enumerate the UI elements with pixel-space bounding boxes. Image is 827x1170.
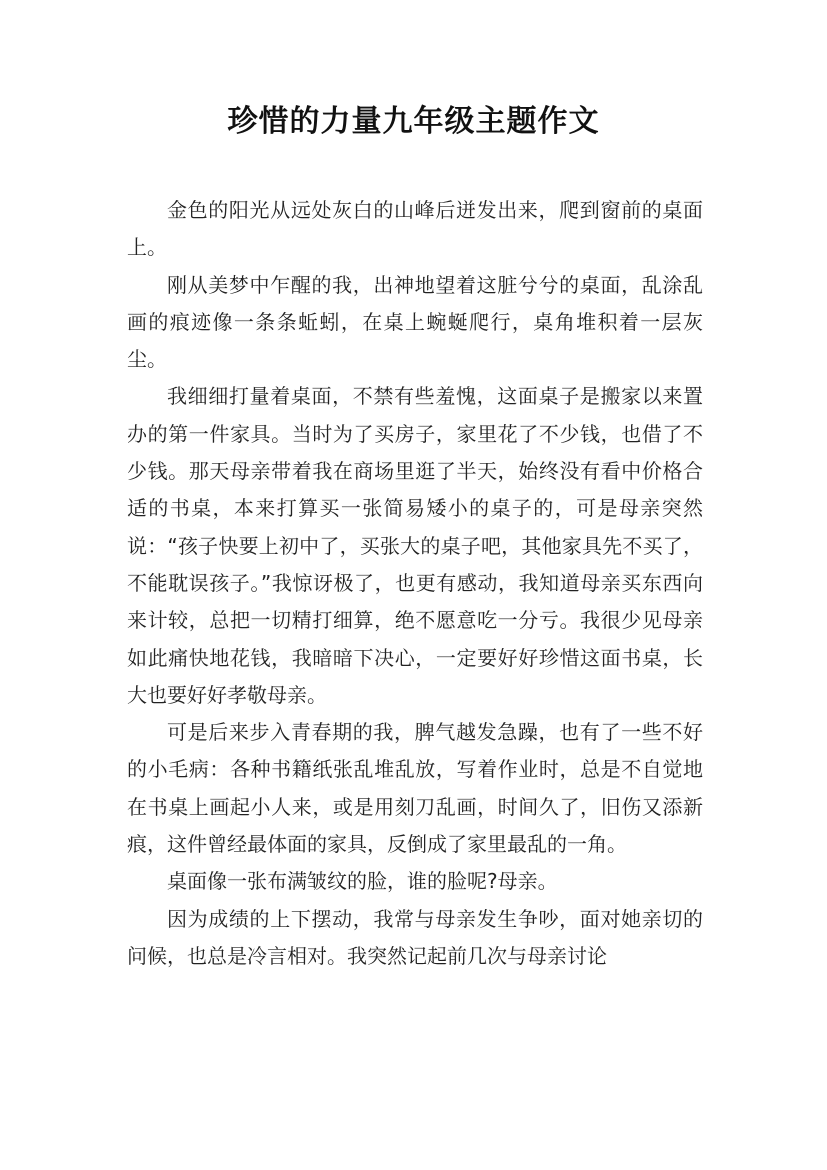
paragraph-1: 金色的阳光从远处灰白的山峰后迸发出来，爬到窗前的桌面上。 bbox=[127, 198, 703, 260]
paragraph-4: 可是后来步入青春期的我，脾气越发急躁，也有了一些不好的小毛病：各种书籍纸张乱堆乱放，写着作业时，总是不自觉地在书桌上画起小人来，或是用刻刀乱画，时间久了，旧伤又添新痕，这件曾经最体面的家具，反倒成了家里最乱的一角。 bbox=[127, 720, 703, 857]
paragraph-5: 桌面像一张布满皱纹的脸，谁的脸呢?母亲。 bbox=[167, 869, 558, 894]
paragraph-2: 刚从美梦中乍醒的我，出神地望着这脏兮兮的桌面，乱涂乱画的痕迹像一条条蚯蚓，在桌上蜿蜒爬行，桌角堆积着一层灰尘。 bbox=[127, 272, 703, 372]
paragraph-3: 我细细打量着桌面，不禁有些羞愧，这面桌子是搬家以来置办的第一件家具。当时为了买房子，家里花了不少钱，也借了不少钱。那天母亲带着我在商场里逛了半天，始终没有看中价格合适的书桌，本来打算买一张简易矮小的桌子的，可是母亲突然说：“孩子快要上初中了，买张大的桌子吧，其他家具先不买了，不能耽误孩子。”我惊讶极了，也更有感动，我知道母亲买东西向来计较，总把一切精打细算，绝不愿意吃一分亏。我很少见母亲如此痛快地花钱，我暗暗下决心，一定要好好珍惜这面书桌，长大也要好好孝敬母亲。 bbox=[127, 384, 703, 707]
document-title: 珍惜的力量九年级主题作文 bbox=[227, 104, 600, 139]
document-body bbox=[127, 192, 703, 975]
paragraph-6: 因为成绩的上下摆动，我常与母亲发生争吵，面对她亲切的问候，也总是冷言相对。我突然记起前几次与母亲讨论 bbox=[127, 906, 703, 968]
